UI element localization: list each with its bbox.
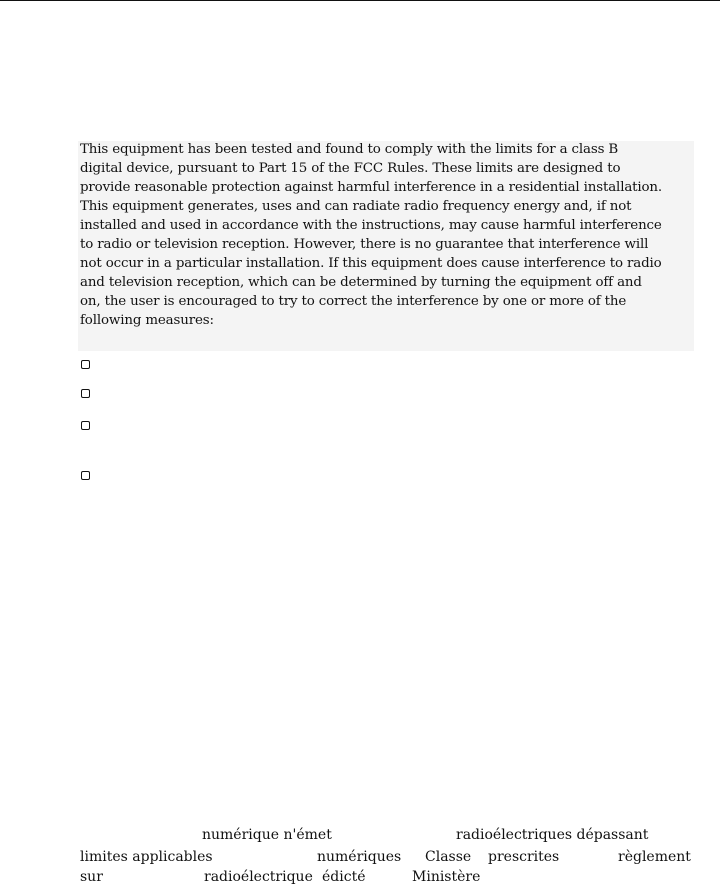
french-word: numériques xyxy=(317,849,402,865)
french-word: prescrites xyxy=(488,849,560,865)
checkbox-icon xyxy=(81,389,90,398)
french-word: radioélectriques dépassant xyxy=(456,827,649,843)
french-word: Classe xyxy=(425,849,472,865)
checkbox-icon xyxy=(81,471,90,480)
fcc-line: This equipment generates, uses and can radiate radio frequency energy and, if not xyxy=(80,199,632,214)
fcc-notice-paragraph xyxy=(78,141,694,351)
french-word: limites applicables xyxy=(80,849,213,865)
fcc-line: on, the user is encouraged to try to correct the interference by one or more of the xyxy=(80,294,627,309)
fcc-line: not occur in a particular installation. If this equipment does cause interference to radio xyxy=(80,256,662,271)
french-word: édicté xyxy=(322,869,366,885)
french-word: règlement xyxy=(618,849,691,865)
fcc-line: This equipment has been tested and found to comply with the limits for a class B xyxy=(80,142,619,157)
top-rule xyxy=(0,0,720,1)
checkbox-icon xyxy=(81,360,90,369)
french-word: numérique n'émet xyxy=(202,827,332,843)
checkbox-icon xyxy=(81,421,90,430)
fcc-line: following measures: xyxy=(80,313,214,328)
fcc-line: and television reception, which can be determined by turning the equipment off and xyxy=(80,275,642,290)
fcc-line: to radio or television reception. However, there is no guarantee that interference will xyxy=(80,237,649,252)
fcc-line: provide reasonable protection against harmful interference in a residential installation. xyxy=(80,180,663,195)
french-word: radioélectrique xyxy=(204,869,313,885)
fcc-line: digital device, pursuant to Part 15 of the FCC Rules. These limits are designed to xyxy=(80,161,621,176)
french-word: Ministère xyxy=(412,869,481,885)
french-word: sur xyxy=(80,869,103,885)
fcc-line: installed and used in accordance with the instructions, may cause harmful interference xyxy=(80,218,662,233)
